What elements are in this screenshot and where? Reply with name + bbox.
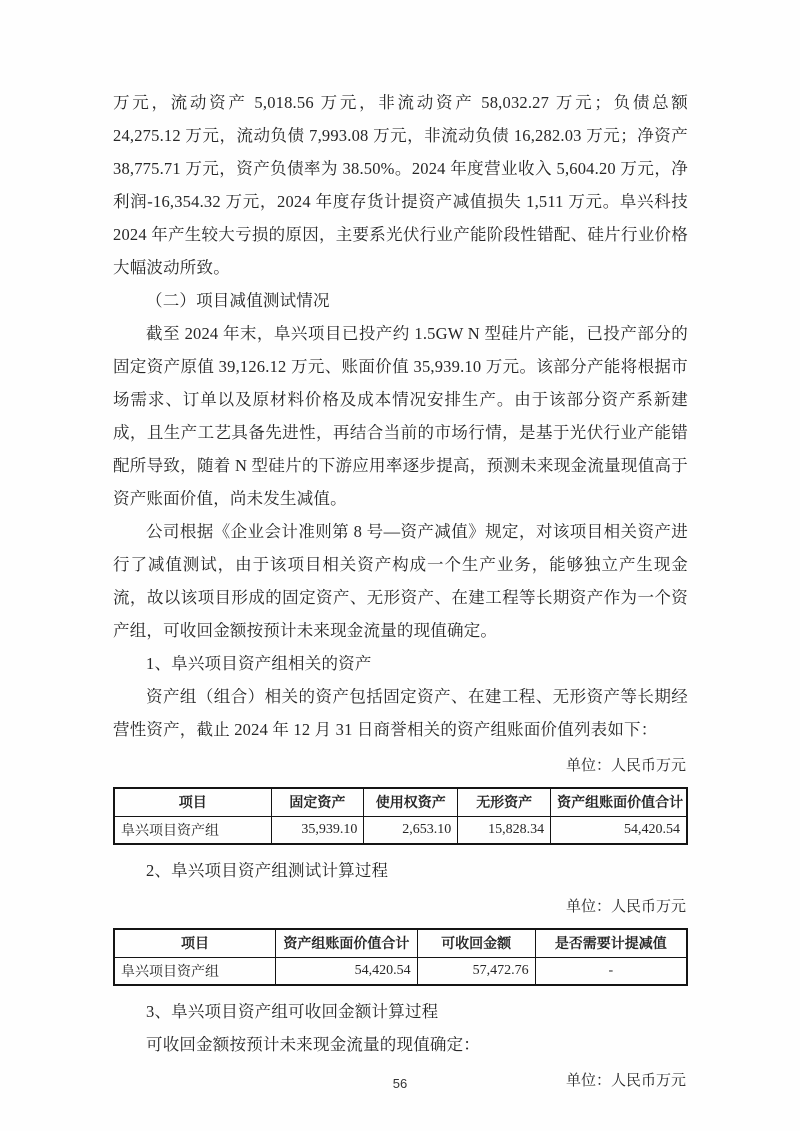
table1-header-fixed-assets: 固定资产 (271, 788, 364, 816)
impairment-test-result-table (113, 928, 688, 986)
table2-cell-carrying-value: 54,420.54 (276, 957, 418, 985)
table2-cell-recoverable-amount: 57,472.76 (417, 957, 535, 985)
table1-header-item: 项目 (114, 788, 271, 816)
table1-header-row (114, 788, 687, 816)
unit-label-table1: 单位：人民币万元 (565, 758, 686, 774)
table2-cell-impairment-needed: - (535, 957, 687, 985)
asset-group-value-table (113, 787, 688, 845)
table2-header-item: 项目 (114, 929, 276, 957)
heading-item1-asset-group-assets: 1、阜兴项目资产组相关的资产 (146, 654, 372, 673)
table2-header-total-carrying-value: 资产组账面价值合计 (276, 929, 418, 957)
unit-label-table2: 单位：人民币万元 (565, 899, 686, 915)
table1-cell-total-value: 54,420.54 (551, 816, 687, 844)
paragraph-financials-continuation: 万元，流动资产 5,018.56 万元，非流动资产 58,032.27 万元；负债总额 24,275.12 万元，流动负债 7,993.08 万元，非流动负债 16,282.03 万元；净资产 38,775.71 万元，资产负债率为 38.50%。2024 年度营业收入 5,604.20 万元，净利润-16,354.32 万元，2024 年度存货计提资产减值损失 1,511 万元。阜兴科技 2024 年产生较大亏损的原因，主要系光伏行业产能阶段性错配、硅片行业价格大幅波动所致。 (113, 93, 688, 277)
table2-header-recoverable-amount: 可收回金额 (417, 929, 535, 957)
section-heading-impairment-test: （二）项目减值测试情况 (146, 291, 330, 310)
table-row (114, 816, 687, 844)
table2-header-impairment-needed: 是否需要计提减值 (535, 929, 687, 957)
table2-header-row (114, 929, 687, 957)
paragraph-accounting-standard: 公司根据《企业会计准则第 8 号—资产减值》规定，对该项目相关资产进行了减值测试，由于该项目相关资产构成一个生产业务，能够独立产生现金流，故以该项目形成的固定资产、无形资产、在建工程等长期资产作为一个资产组，可收回金额按预计未来现金流量的现值确定。 (113, 522, 688, 640)
table1-cell-intangible-value: 15,828.34 (458, 816, 551, 844)
table1-header-total-carrying-value: 资产组账面价值合计 (551, 788, 687, 816)
table1-header-intangible-assets: 无形资产 (458, 788, 551, 816)
table2-cell-asset-group-name: 阜兴项目资产组 (114, 957, 276, 985)
paragraph-capacity-description: 截至 2024 年末，阜兴项目已投产约 1.5GW N 型硅片产能，已投产部分的固定资产原值 39,126.12 万元、账面价值 35,939.10 万元。该部分产能将根据市场需求、订单以及原材料价格及成本情况安排生产。由于该部分资产系新建成，且生产工艺具备先进性，再结合当前的市场行情，是基于光伏行业产能错配所导致，随着 N 型硅片的下游应用率逐步提高，预测未来现金流量现值高于资产账面价值，尚未发生减值。 (113, 324, 688, 508)
page-number: 56 (392, 1076, 408, 1091)
table1-cell-right-of-use-value: 2,653.10 (364, 816, 458, 844)
heading-item3-recoverable-amount: 3、阜兴项目资产组可收回金额计算过程 (146, 1002, 439, 1021)
table1-cell-asset-group-name: 阜兴项目资产组 (114, 816, 271, 844)
table1-cell-fixed-assets-value: 35,939.10 (271, 816, 364, 844)
paragraph-recoverable-amount-basis: 可收回金额按预计未来现金流量的现值确定： (146, 1035, 480, 1054)
table1-header-right-of-use-assets: 使用权资产 (364, 788, 458, 816)
heading-item2-test-calculation: 2、阜兴项目资产组测试计算过程 (146, 861, 389, 880)
unit-label-next-table: 单位：人民币万元 (565, 1073, 686, 1089)
table-row (114, 957, 687, 985)
paragraph-asset-group-scope: 资产组（组合）相关的资产包括固定资产、在建工程、无形资产等长期经营性资产，截止 2024 年 12 月 31 日商誉相关的资产组账面价值列表如下： (113, 687, 688, 739)
